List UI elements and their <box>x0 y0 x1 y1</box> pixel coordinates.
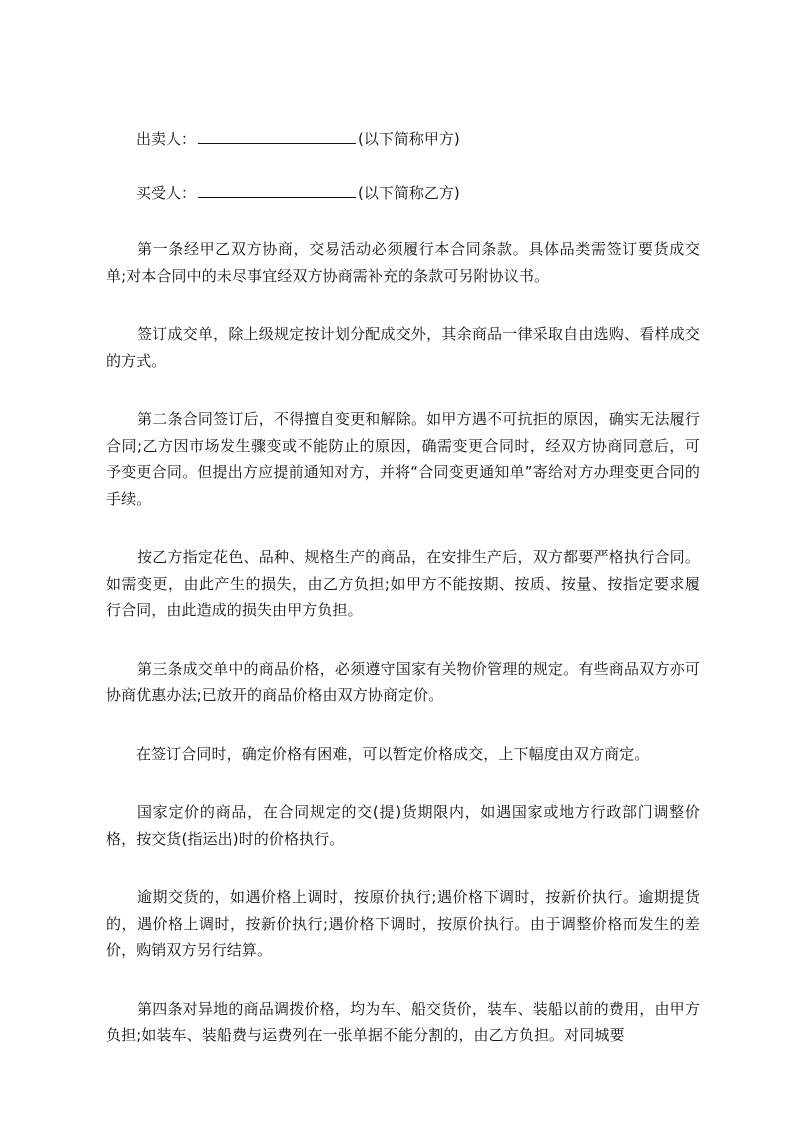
seller-blank <box>198 128 356 144</box>
paragraph-article-4: 第四条对异地的商品调拨价格，均为车、船交货价，装车、装船以前的费用，由甲方负担;如装车、装船费与运费列在一张单据不能分割的，由乙方负担。对同城要 <box>106 999 700 1044</box>
buyer-line <box>106 181 700 205</box>
paragraph-article-3: 第三条成交单中的商品价格，必须遵守国家有关物价管理的规定。有些商品双方亦可协商优惠办法;已放开的商品价格由双方协商定价。 <box>106 659 700 704</box>
paragraph-order-method: 签订成交单，除上级规定按计划分配成交外，其余商品一律采取自由选购、看样成交的方式。 <box>106 325 700 370</box>
paragraph-provisional-price: 在签订合同时，确定价格有困难，可以暂定价格成交，上下幅度由双方商定。 <box>136 744 650 763</box>
paragraph-custom-production: 按乙方指定花色、品种、规格生产的商品，在安排生产后，双方都要严格执行合同。如需变更，由此产生的损失，由乙方负担;如甲方不能按期、按质、按量、按指定要求履行合同，由此造成的损失由甲方负担。 <box>106 548 700 619</box>
paragraph-overdue-delivery: 逾期交货的，如遇价格上调时，按原价执行;遇价格下调时，按新价执行。逾期提货的，遇价格上调时，按新价执行;遇价格下调时，按原价执行。由于调整价格而发生的差价，购销双方另行结算。 <box>106 888 700 959</box>
buyer-label: 买受人： <box>136 184 197 202</box>
contract-body <box>106 127 700 1049</box>
paragraph-state-price: 国家定价的商品，在合同规定的交(提)货期限内，如遇国家或地方行政部门调整价格，按交货(指运出)时的价格执行。 <box>106 803 700 848</box>
seller-label: 出卖人： <box>136 130 197 148</box>
seller-suffix: (以下简称甲方) <box>358 130 460 148</box>
buyer-blank <box>198 182 356 198</box>
paragraph-article-1: 第一条经甲乙双方协商，交易活动必须履行本合同条款。具体品类需签订要货成交单;对本合同中的未尽事宜经双方协商需补充的条款可另附协议书。 <box>106 240 700 285</box>
paragraph-article-2: 第二条合同签订后，不得擅自变更和解除。如甲方遇不可抗拒的原因，确实无法履行合同;乙方因市场发生骤变或不能防止的原因，确需变更合同时，经双方协商同意后，可予变更合同。但提出方应提前通知对方，并将“合同变更通知单”寄给对方办理变更合同的手续。 <box>106 410 700 508</box>
buyer-suffix: (以下简称乙方) <box>358 184 460 202</box>
seller-line <box>106 127 700 151</box>
